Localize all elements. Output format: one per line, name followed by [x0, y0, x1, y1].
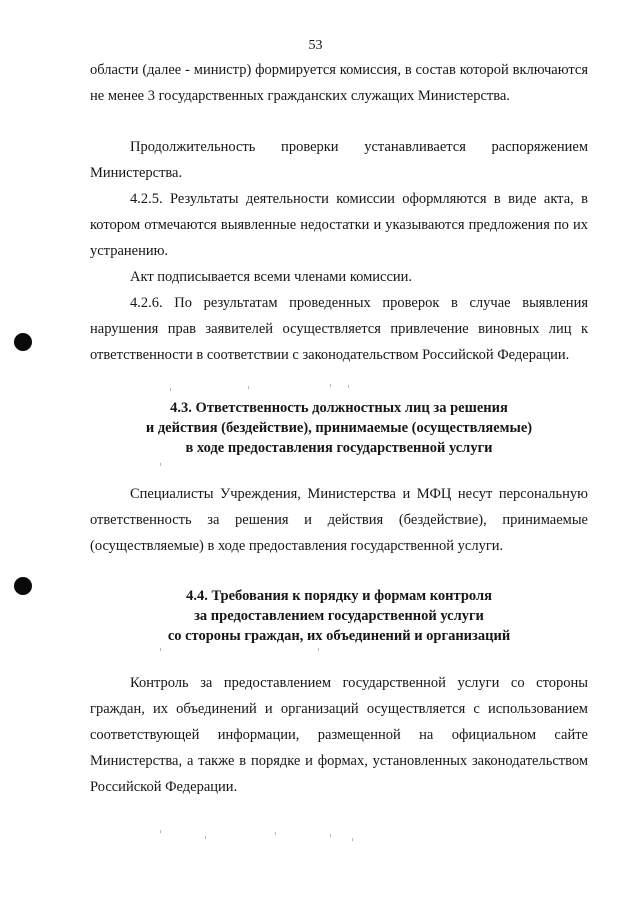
paragraph-citizen-control: Контроль за предоставлением государственной услуги со стороны граждан, их объединений и организаций осуществляется с использованием соответствующей информации, размещенной на официальном сайте Министерства, а также в порядке и формах, установленных законодательством Российской Федерации.	[90, 675, 588, 795]
page-number: 53	[308, 38, 323, 53]
heading-4-4-line-2: за предоставлением государственной услуги	[194, 608, 484, 624]
paragraph-4-2-5: 4.2.5. Результаты деятельности комиссии оформляются в виде акта, в котором отмечаются выявленные недостатки и указываются предложения по их устранению.	[90, 191, 588, 259]
paragraph-inspection-duration: Продолжительность проверки устанавливается распоряжением Министерства.	[90, 139, 588, 181]
heading-4-3-line-3: в ходе предоставления государственной услуги	[185, 440, 493, 456]
heading-4-4-line-3: со стороны граждан, их объединений и организаций	[167, 628, 511, 644]
heading-4-3-line-2: и действия (бездействие), принимаемые (осуществляемые)	[145, 420, 533, 436]
heading-4-3	[90, 398, 588, 458]
bullet-mark-1	[14, 333, 32, 351]
bullet-mark-2	[14, 577, 32, 595]
paragraph-commission-composition: области (далее - министр) формируется комиссия, в состав которой включаются не менее 3 государственных гражданских служащих Министерства.	[90, 62, 588, 104]
heading-4-4	[90, 586, 588, 646]
paragraph-4-2-6: 4.2.6. По результатам проведенных проверок в случае выявления нарушения прав заявителей осуществляется привлечение виновных лиц к ответственности в соответствии с законодательством Российской Федерации.	[90, 295, 588, 363]
heading-4-4-line-1: 4.4. Требования к порядку и формам контроля	[186, 588, 492, 604]
heading-4-3-line-1: 4.3. Ответственность должностных лиц за решения	[170, 400, 508, 416]
paragraph-act-signed: Акт подписывается всеми членами комиссии.	[130, 269, 413, 285]
paragraph-personal-responsibility: Специалисты Учреждения, Министерства и МФЦ несут персональную ответственность за решения и действия (бездействие), принимаемые (осуществляемые) в ходе предоставления государственной услуги.	[90, 486, 588, 554]
